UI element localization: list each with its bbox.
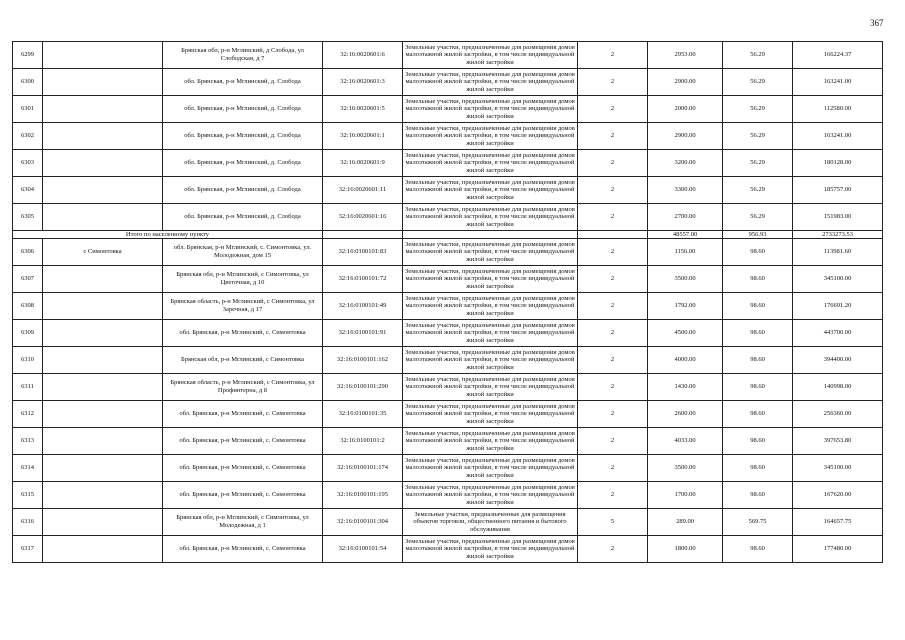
cadastral-value-cell: 180128.00 xyxy=(793,150,883,177)
specific-value-cell: 56.29 xyxy=(723,204,793,231)
table-row xyxy=(13,374,883,401)
land-use-purpose-cell: Земельные участки, предназначенные для размещения объектов торговли, общественного питания и бытового обслуживания xyxy=(403,509,578,536)
specific-value-cell: 98.60 xyxy=(723,428,793,455)
row-number-cell: 6306 xyxy=(13,239,43,266)
table-row xyxy=(13,239,883,266)
specific-value-cell: 56.29 xyxy=(723,177,793,204)
row-number-cell: 6305 xyxy=(13,204,43,231)
locality-cell xyxy=(43,455,163,482)
locality-cell xyxy=(43,239,163,266)
specific-value-cell: 98.60 xyxy=(723,347,793,374)
cadastral-value-table xyxy=(12,41,883,563)
cadastral-number-cell: 32:16:0020601:9 xyxy=(323,150,403,177)
use-group-cell: 2 xyxy=(578,347,648,374)
row-number-cell: 6316 xyxy=(13,509,43,536)
cadastral-value-cell: 397653.80 xyxy=(793,428,883,455)
row-number-cell: 6302 xyxy=(13,123,43,150)
cadastral-value-cell: 177480.00 xyxy=(793,536,883,563)
area-cell: 2000.00 xyxy=(648,96,723,123)
area-cell: 2953.00 xyxy=(648,42,723,69)
locality-cell xyxy=(43,428,163,455)
land-use-purpose-cell: Земельные участки, предназначенные для размещения домов малоэтажной жилой застройки, в том числе индивидуальной жилой застройки xyxy=(403,204,578,231)
area-cell: 1800.00 xyxy=(648,536,723,563)
use-group-cell: 2 xyxy=(578,482,648,509)
row-number-cell: 6304 xyxy=(13,177,43,204)
locality-cell xyxy=(43,266,163,293)
address-cell: обл. Брянская, р-н Мглинский, с. Симонтовка xyxy=(163,401,323,428)
table-body xyxy=(13,42,883,563)
table-row xyxy=(13,347,883,374)
cadastral-value-cell: 164657.75 xyxy=(793,509,883,536)
row-number-cell: 6310 xyxy=(13,347,43,374)
address-cell: Брянская область, р-н Мглинский, с Симонтовка, ул Профинтерна, д 8 xyxy=(163,374,323,401)
cadastral-number-cell: 32:16:0100101:290 xyxy=(323,374,403,401)
cadastral-value-cell: 443700.00 xyxy=(793,320,883,347)
use-group-cell: 2 xyxy=(578,177,648,204)
specific-value-cell: 98.60 xyxy=(723,266,793,293)
cadastral-value-cell: 345100.00 xyxy=(793,455,883,482)
cadastral-value-cell: 163241.00 xyxy=(793,123,883,150)
cadastral-value-cell: 394400.00 xyxy=(793,347,883,374)
cadastral-value-cell: 163241.00 xyxy=(793,69,883,96)
empty-cell xyxy=(323,231,403,239)
area-cell: 3200.00 xyxy=(648,150,723,177)
address-cell: обл. Брянская, р-н Мглинский, д. Слобода xyxy=(163,123,323,150)
specific-value-cell: 56.29 xyxy=(723,150,793,177)
specific-value-cell: 98.60 xyxy=(723,536,793,563)
locality-name: с Симонтовка xyxy=(83,248,122,256)
use-group-cell: 5 xyxy=(578,509,648,536)
specific-value-cell: 98.60 xyxy=(723,374,793,401)
row-number-cell: 6315 xyxy=(13,482,43,509)
table-row xyxy=(13,482,883,509)
table-row xyxy=(13,123,883,150)
total-specific-value-cell: 956.93 xyxy=(723,231,793,239)
specific-value-cell: 98.60 xyxy=(723,320,793,347)
land-use-purpose-cell: Земельные участки, предназначенные для размещения домов малоэтажной жилой застройки, в том числе индивидуальной жилой застройки xyxy=(403,347,578,374)
address-cell: Брянская область, р-н Мглинский, с Симонтовка, ул Заречная, д 17 xyxy=(163,293,323,320)
address-cell: обл. Брянская, р-н Мглинский, д. Слобода xyxy=(163,177,323,204)
specific-value-cell: 56.29 xyxy=(723,96,793,123)
row-number-cell: 6303 xyxy=(13,150,43,177)
land-use-purpose-cell: Земельные участки, предназначенные для размещения домов малоэтажной жилой застройки, в том числе индивидуальной жилой застройки xyxy=(403,401,578,428)
use-group-cell: 2 xyxy=(578,401,648,428)
cadastral-value-cell: 345100.00 xyxy=(793,266,883,293)
locality-cell xyxy=(43,482,163,509)
address-cell: Брянская обл, р-н Мглинский, с Симонтовка, ул Молодежная, д 1 xyxy=(163,509,323,536)
table-row xyxy=(13,455,883,482)
locality-cell xyxy=(43,42,163,69)
empty-cell xyxy=(578,231,648,239)
table-row xyxy=(13,536,883,563)
use-group-cell: 2 xyxy=(578,293,648,320)
locality-total-row xyxy=(13,231,883,239)
use-group-cell: 2 xyxy=(578,69,648,96)
land-use-purpose-cell: Земельные участки, предназначенные для размещения домов малоэтажной жилой застройки, в том числе индивидуальной жилой застройки xyxy=(403,428,578,455)
table-row xyxy=(13,150,883,177)
land-use-purpose-cell: Земельные участки, предназначенные для размещения домов малоэтажной жилой застройки, в том числе индивидуальной жилой застройки xyxy=(403,69,578,96)
address-cell: обл. Брянская, р-н Мглинский, с. Симонтовка xyxy=(163,482,323,509)
address-cell: обл. Брянская, р-н Мглинский, с. Симонтовка xyxy=(163,320,323,347)
specific-value-cell: 56.29 xyxy=(723,123,793,150)
cadastral-number-cell: 32:16:0100101:54 xyxy=(323,536,403,563)
cadastral-number-cell: 32:16:0100101:49 xyxy=(323,293,403,320)
cadastral-value-cell: 185757.00 xyxy=(793,177,883,204)
address-cell: обл. Брянская, р-н Мглинский, д. Слобода xyxy=(163,69,323,96)
page-number: 367 xyxy=(870,18,884,28)
use-group-cell: 2 xyxy=(578,239,648,266)
total-cadastral-value-cell: 2733273.53 xyxy=(793,231,883,239)
total-label-cell: Итого по населенному пункту xyxy=(13,231,323,239)
land-use-purpose-cell: Земельные участки, предназначенные для размещения домов малоэтажной жилой застройки, в том числе индивидуальной жилой застройки xyxy=(403,177,578,204)
area-cell: 1792.00 xyxy=(648,293,723,320)
area-cell: 4500.00 xyxy=(648,320,723,347)
area-cell: 1156.00 xyxy=(648,239,723,266)
land-use-purpose-cell: Земельные участки, предназначенные для размещения домов малоэтажной жилой застройки, в том числе индивидуальной жилой застройки xyxy=(403,266,578,293)
land-use-purpose-cell: Земельные участки, предназначенные для размещения домов малоэтажной жилой застройки, в том числе индивидуальной жилой застройки xyxy=(403,320,578,347)
cadastral-value-cell: 151983.00 xyxy=(793,204,883,231)
specific-value-cell: 98.60 xyxy=(723,239,793,266)
row-number-cell: 6301 xyxy=(13,96,43,123)
cadastral-value-cell: 140998.00 xyxy=(793,374,883,401)
cadastral-number-cell: 32:16:0100101:304 xyxy=(323,509,403,536)
specific-value-cell: 98.60 xyxy=(723,401,793,428)
total-area-cell: 48557.00 xyxy=(648,231,723,239)
locality-cell xyxy=(43,204,163,231)
address-cell: Брянская обл, р-н Мглинский, д Слобода, ул Слободская, д 7 xyxy=(163,42,323,69)
land-use-purpose-cell: Земельные участки, предназначенные для размещения домов малоэтажной жилой застройки, в том числе индивидуальной жилой застройки xyxy=(403,482,578,509)
specific-value-cell: 56.29 xyxy=(723,69,793,96)
row-number-cell: 6300 xyxy=(13,69,43,96)
area-cell: 2900.00 xyxy=(648,123,723,150)
cadastral-number-cell: 32:16:0020601:3 xyxy=(323,69,403,96)
row-number-cell: 6299 xyxy=(13,42,43,69)
empty-cell xyxy=(403,231,578,239)
area-cell: 4033.00 xyxy=(648,428,723,455)
cadastral-number-cell: 32:16:0100101:2 xyxy=(323,428,403,455)
row-number-cell: 6311 xyxy=(13,374,43,401)
row-number-cell: 6314 xyxy=(13,455,43,482)
table-row xyxy=(13,509,883,536)
locality-cell xyxy=(43,347,163,374)
cadastral-value-cell: 256360.00 xyxy=(793,401,883,428)
specific-value-cell: 569.75 xyxy=(723,509,793,536)
locality-cell xyxy=(43,96,163,123)
locality-cell xyxy=(43,177,163,204)
land-use-purpose-cell: Земельные участки, предназначенные для размещения домов малоэтажной жилой застройки, в том числе индивидуальной жилой застройки xyxy=(403,239,578,266)
land-use-purpose-cell: Земельные участки, предназначенные для размещения домов малоэтажной жилой застройки, в том числе индивидуальной жилой застройки xyxy=(403,123,578,150)
specific-value-cell: 98.60 xyxy=(723,293,793,320)
address-cell: обл. Брянская, р-н Мглинский, с. Симонтовка, ул. Молодежная, дом 15 xyxy=(163,239,323,266)
cadastral-value-cell: 113981.60 xyxy=(793,239,883,266)
specific-value-cell: 98.60 xyxy=(723,455,793,482)
cadastral-number-cell: 32:16:0020601:6 xyxy=(323,42,403,69)
row-number-cell: 6312 xyxy=(13,401,43,428)
cadastral-number-cell: 32:16:0100101:162 xyxy=(323,347,403,374)
address-cell: Брянская обл, р-н Мглинский, с Симонтовка, ул Цветочная, д 10 xyxy=(163,266,323,293)
area-cell: 4000.00 xyxy=(648,347,723,374)
table-row xyxy=(13,69,883,96)
table-row xyxy=(13,96,883,123)
table-row xyxy=(13,401,883,428)
area-cell: 1700.00 xyxy=(648,482,723,509)
use-group-cell: 2 xyxy=(578,428,648,455)
area-cell: 2700.00 xyxy=(648,204,723,231)
land-use-purpose-cell: Земельные участки, предназначенные для размещения домов малоэтажной жилой застройки, в том числе индивидуальной жилой застройки xyxy=(403,96,578,123)
use-group-cell: 2 xyxy=(578,204,648,231)
table-row xyxy=(13,204,883,231)
locality-cell xyxy=(43,509,163,536)
locality-cell xyxy=(43,374,163,401)
table-row xyxy=(13,293,883,320)
cadastral-number-cell: 32:16:0100101:91 xyxy=(323,320,403,347)
cadastral-number-cell: 32:16:0020601:11 xyxy=(323,177,403,204)
use-group-cell: 2 xyxy=(578,374,648,401)
address-cell: Брянская обл, р-н Мглинский, с Симонтовка xyxy=(163,347,323,374)
area-cell: 1430.00 xyxy=(648,374,723,401)
use-group-cell: 2 xyxy=(578,123,648,150)
table-row xyxy=(13,42,883,69)
area-cell: 3500.00 xyxy=(648,266,723,293)
row-number-cell: 6307 xyxy=(13,266,43,293)
address-cell: обл. Брянская, р-н Мглинский, д. Слобода xyxy=(163,96,323,123)
row-number-cell: 6313 xyxy=(13,428,43,455)
area-cell: 2900.00 xyxy=(648,69,723,96)
row-number-cell: 6309 xyxy=(13,320,43,347)
cadastral-value-cell: 176691.20 xyxy=(793,293,883,320)
table-row xyxy=(13,177,883,204)
locality-cell xyxy=(43,150,163,177)
table-row xyxy=(13,428,883,455)
specific-value-cell: 56.29 xyxy=(723,42,793,69)
land-use-purpose-cell: Земельные участки, предназначенные для размещения домов малоэтажной жилой застройки, в том числе индивидуальной жилой застройки xyxy=(403,455,578,482)
cadastral-number-cell: 32:16:0100101:174 xyxy=(323,455,403,482)
locality-cell xyxy=(43,69,163,96)
cadastral-value-cell: 167620.00 xyxy=(793,482,883,509)
address-cell: обл. Брянская, р-н Мглинский, д. Слобода xyxy=(163,204,323,231)
area-cell: 2600.00 xyxy=(648,401,723,428)
cadastral-number-cell: 32:16:0020601:16 xyxy=(323,204,403,231)
locality-cell xyxy=(43,320,163,347)
address-cell: обл. Брянская, р-н Мглинский, д. Слобода xyxy=(163,150,323,177)
locality-cell xyxy=(43,536,163,563)
table-row xyxy=(13,266,883,293)
land-use-purpose-cell: Земельные участки, предназначенные для размещения домов малоэтажной жилой застройки, в том числе индивидуальной жилой застройки xyxy=(403,42,578,69)
use-group-cell: 2 xyxy=(578,96,648,123)
row-number-cell: 6317 xyxy=(13,536,43,563)
use-group-cell: 2 xyxy=(578,150,648,177)
cadastral-number-cell: 32:16:0100101:72 xyxy=(323,266,403,293)
cadastral-value-cell: 112580.00 xyxy=(793,96,883,123)
use-group-cell: 2 xyxy=(578,320,648,347)
land-use-purpose-cell: Земельные участки, предназначенные для размещения домов малоэтажной жилой застройки, в том числе индивидуальной жилой застройки xyxy=(403,374,578,401)
area-cell: 3300.00 xyxy=(648,177,723,204)
area-cell: 289.00 xyxy=(648,509,723,536)
table-row xyxy=(13,320,883,347)
use-group-cell: 2 xyxy=(578,42,648,69)
cadastral-number-cell: 32:16:0100101:83 xyxy=(323,239,403,266)
address-cell: обл. Брянская, р-н Мглинский, с. Симонтовка xyxy=(163,455,323,482)
specific-value-cell: 98.60 xyxy=(723,482,793,509)
address-cell: обл. Брянская, р-н Мглинский, с. Симонтовка xyxy=(163,428,323,455)
cadastral-number-cell: 32:16:0020601:1 xyxy=(323,123,403,150)
use-group-cell: 2 xyxy=(578,536,648,563)
address-cell: обл. Брянская, р-н Мглинский, с. Симонтовка xyxy=(163,536,323,563)
land-use-purpose-cell: Земельные участки, предназначенные для размещения домов малоэтажной жилой застройки, в том числе индивидуальной жилой застройки xyxy=(403,293,578,320)
area-cell: 3500.00 xyxy=(648,455,723,482)
locality-cell xyxy=(43,401,163,428)
cadastral-number-cell: 32:16:0020601:5 xyxy=(323,96,403,123)
locality-cell xyxy=(43,123,163,150)
land-use-purpose-cell: Земельные участки, предназначенные для размещения домов малоэтажной жилой застройки, в том числе индивидуальной жилой застройки xyxy=(403,536,578,563)
cadastral-number-cell: 32:16:0100101:35 xyxy=(323,401,403,428)
locality-cell xyxy=(43,293,163,320)
cadastral-number-cell: 32:16:0100101:195 xyxy=(323,482,403,509)
land-use-purpose-cell: Земельные участки, предназначенные для размещения домов малоэтажной жилой застройки, в том числе индивидуальной жилой застройки xyxy=(403,150,578,177)
use-group-cell: 2 xyxy=(578,455,648,482)
row-number-cell: 6308 xyxy=(13,293,43,320)
cadastral-value-cell: 166224.37 xyxy=(793,42,883,69)
use-group-cell: 2 xyxy=(578,266,648,293)
